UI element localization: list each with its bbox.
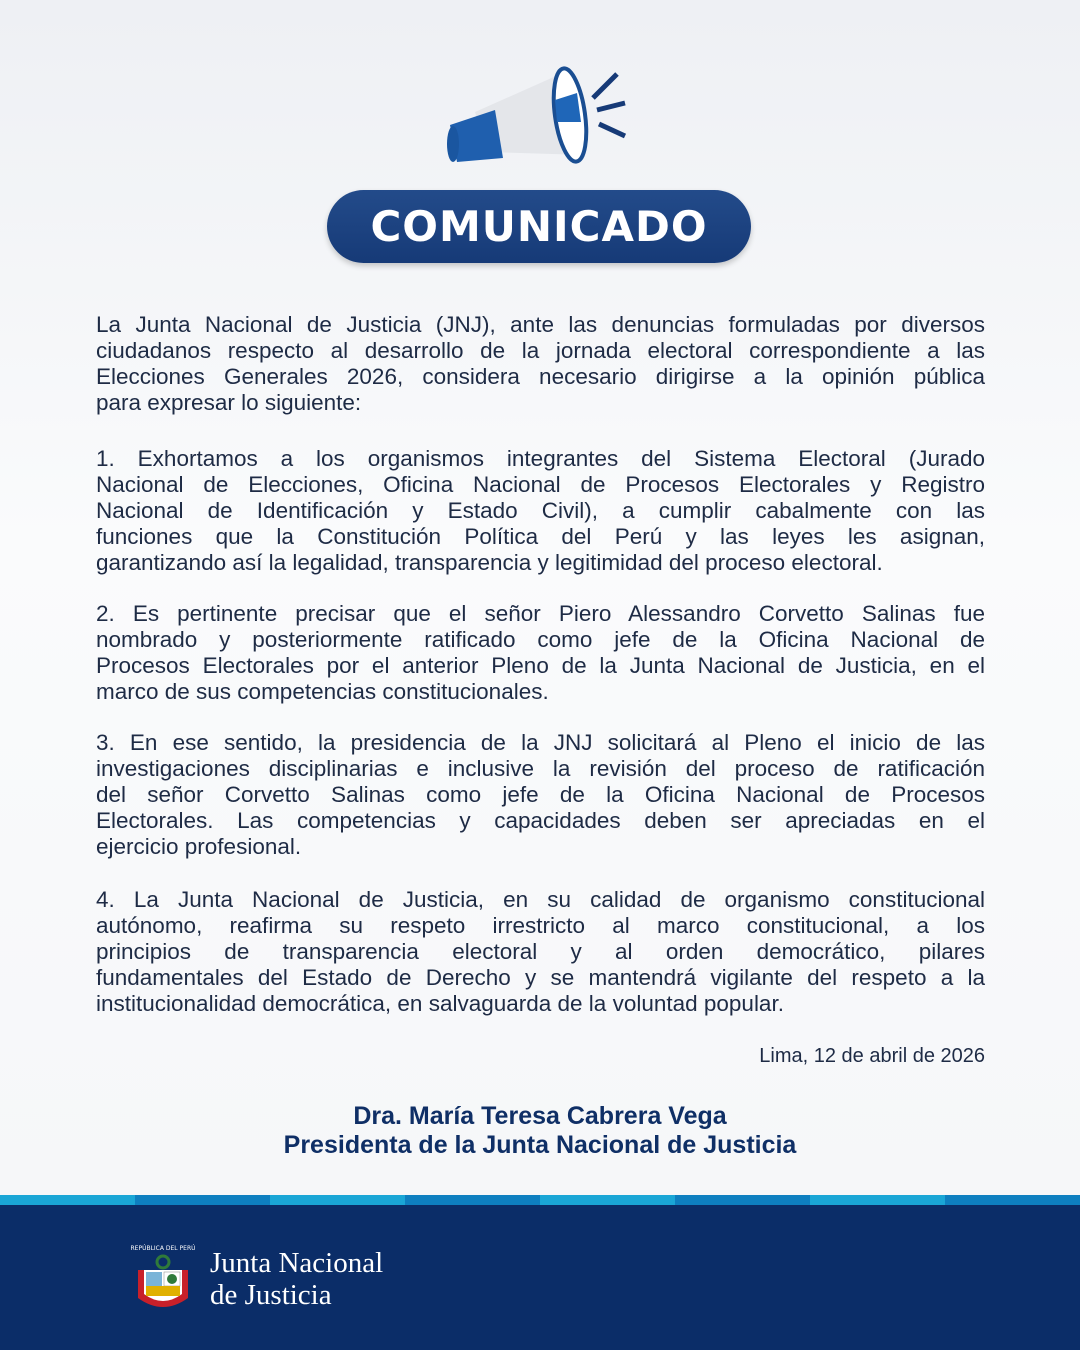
paragraph-3 <box>96 601 985 705</box>
institution-name-line1: Junta Nacional <box>210 1247 384 1279</box>
paragraph-line: del señor Corvetto Salinas como jefe de la Oficina Nacional de Procesos <box>96 782 985 807</box>
institution-name <box>210 1247 383 1311</box>
paragraph-5 <box>96 887 985 1017</box>
paragraph-2 <box>96 446 985 576</box>
badge-label: COMUNICADO <box>370 202 708 251</box>
paragraph-line: Electorales. Las competencias y capacidades deben ser apreciadas en el <box>96 808 985 833</box>
paragraph-line: investigaciones disciplinarias e inclusive la revisión del proceso de ratificación <box>96 756 985 781</box>
paragraph-line: marco de sus competencias constitucionales. <box>96 679 549 704</box>
megaphone-icon <box>445 60 635 170</box>
paragraph-line: principios de transparencia electoral y al orden democrático, pilares <box>96 939 985 964</box>
paragraph-line: Elecciones Generales 2026, considera necesario dirigirse a la opinión pública <box>96 364 985 389</box>
paragraph-line: autónomo, reafirma su respeto irrestricto al marco constitucional, a los <box>96 913 985 938</box>
paragraph-line: funciones que la Constitución Política del Perú y las leyes les asignan, <box>96 524 985 549</box>
paragraph-line: garantizando así la legalidad, transparencia y legitimidad del proceso electoral. <box>96 550 883 575</box>
institution-name-line2: de Justicia <box>210 1279 332 1311</box>
paragraph-line: 1. Exhortamos a los organismos integrantes del Sistema Electoral (Jurado <box>96 446 985 471</box>
paragraph-line: institucionalidad democrática, en salvaguarda de la voluntad popular. <box>96 991 784 1016</box>
paragraph-line: para expresar lo siguiente: <box>96 390 362 415</box>
svg-text:REPÚBLICA DEL PERÚ: REPÚBLICA DEL PERÚ <box>130 1245 196 1252</box>
paragraph-line: 4. La Junta Nacional de Justicia, en su calidad de organismo constitucional <box>96 887 985 912</box>
paragraph-line: ejercicio profesional. <box>96 834 302 859</box>
paragraph-line: La Junta Nacional de Justicia (JNJ), ante las denuncias formuladas por diversos <box>96 312 985 337</box>
paragraph-4 <box>96 730 985 860</box>
date-line: Lima, 12 de abril de 2026 <box>759 1045 985 1067</box>
signatory-title: Presidenta de la Junta Nacional de Justicia <box>283 1131 797 1159</box>
decorative-stripe <box>0 1195 1080 1205</box>
paragraph-line: Nacional de Identificación y Estado Civil), a cumplir cabalmente con las <box>96 498 985 523</box>
paragraph-line: 2. Es pertinente precisar que el señor Piero Alessandro Corvetto Salinas fue <box>96 601 985 626</box>
paragraph-line: fundamentales del Estado de Derecho y se mantendrá vigilante del respeto a la <box>96 965 985 990</box>
peru-coat-of-arms-logo <box>130 1240 196 1316</box>
paragraph-line: 3. En ese sentido, la presidencia de la JNJ solicitará al Pleno el inicio de las <box>96 730 985 755</box>
paragraph-line: ciudadanos respecto al desarrollo de la jornada electoral correspondiente a las <box>96 338 985 363</box>
paragraph-1 <box>96 312 985 416</box>
paragraph-line: Procesos Electorales por el anterior Pleno de la Junta Nacional de Justicia, en el <box>96 653 985 678</box>
signatory-name: Dra. María Teresa Cabrera Vega <box>353 1102 727 1130</box>
paragraph-line: Nacional de Elecciones, Oficina Nacional de Procesos Electorales y Registro <box>96 472 985 497</box>
paragraph-line: nombrado y posteriormente ratificado como jefe de la Oficina Nacional de <box>96 627 985 652</box>
comunicado-badge <box>327 190 751 263</box>
